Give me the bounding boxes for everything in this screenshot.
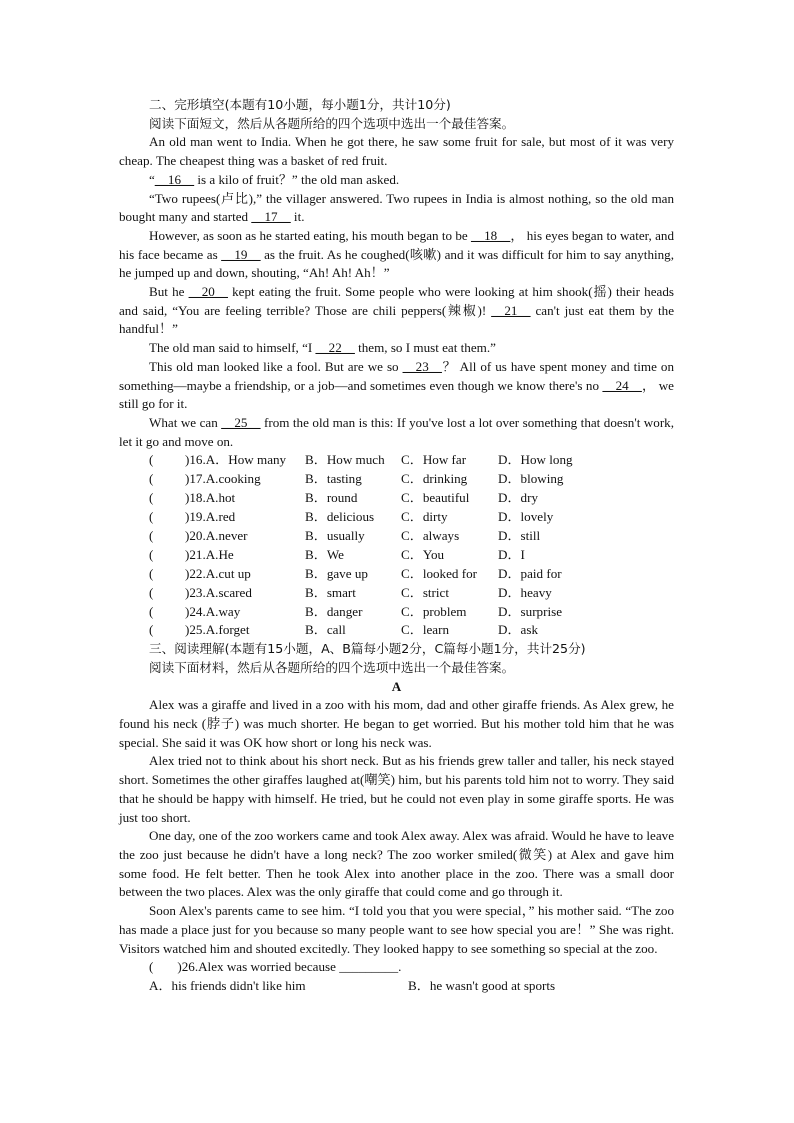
cloze-paragraph-8: What we can __25__ from the old man is this: If you've lost a lot over something that doesn't work, let it go and move on. [119, 414, 674, 449]
blank-18: __18__ [471, 227, 511, 243]
answer-paren[interactable]: ( [149, 603, 154, 619]
option-c: C．learn [401, 622, 449, 638]
option-c: C．How far [401, 452, 467, 468]
cloze-paragraph-4: However, as soon as he started eating, his mouth began to be __18__， his eyes began to water, and his face became as __19__ as the fruit. As he coughed(咳嗽) and it was difficult for him to say anything, he jumped up and down, shouting, “Ah! Ah! Ah！” [119, 227, 674, 281]
option-b: B．call [305, 622, 346, 638]
cloze-paragraph-2: “__16__ is a kilo of fruit？” the old man asked. [149, 171, 400, 187]
reading-paragraph-2: Alex tried not to think about his short neck. But as his friends grew taller and taller, his neck stayed short. Sometimes the other giraffes laughed at(嘲笑) him, but his parents told him not to worry. They said that he should be happy with himself. He tried, but he could not even play in some giraffe sports. He was just too short. [119, 753, 674, 825]
blank-23: __23__ [402, 358, 442, 374]
blank-25: __25__ [221, 414, 261, 430]
option-c: C．problem [401, 603, 467, 619]
answer-paren[interactable]: ( [149, 959, 154, 975]
option-d: D．still [498, 528, 541, 544]
option-d: D．heavy [498, 584, 552, 600]
reading-paragraph-4: Soon Alex's parents came to see him. “I told you that you were special，” his mother said. “The zoo has made a place just for you because so many people want to see how special you are！” She was right. Visitors watched him and shouted excitedly. They looked happy to see something so special at the zoo. [119, 903, 674, 956]
question-list [119, 451, 674, 640]
question-row: ( )24.A.way B．danger C．problem D．surprise [119, 602, 674, 621]
option-b: B．he wasn't good at sports [408, 977, 556, 993]
option-b: B．danger [305, 603, 363, 619]
option-b: B．How much [305, 452, 385, 468]
cloze-paragraph-3: “Two rupees(卢比),” the villager answered. Two rupees in India is almost nothing, so the old man bought many and started __17__ it. [119, 190, 674, 225]
option-c: C．looked for [401, 565, 478, 581]
blank-20: __20__ [188, 284, 228, 300]
option-b: B．delicious [305, 509, 375, 525]
option-c: C．strict [401, 584, 450, 600]
answer-paren[interactable]: ( [149, 509, 154, 525]
option-d: D．ask [498, 622, 539, 638]
cloze-paragraph-1: An old man went to India. When he got there, he saw some fruit for sale, but most of it was very cheap. The cheapest thing was a basket of red fruit. [119, 134, 674, 169]
option-d: D．blowing [498, 471, 564, 487]
option-d: D．lovely [498, 509, 554, 525]
cloze-paragraph-7: This old man looked like a fool. But are we so __23__？ All of us have spent money and time on something—maybe a friendship, or a job—and sometimes even though we know there's no __24__， we still go for it. [119, 358, 674, 412]
option-d: D．dry [498, 490, 539, 506]
question-row: ( )21.A.He B．We C．You D．I [119, 546, 674, 565]
question-26: ( )26.Alex was worried because _________. [149, 959, 402, 975]
question-row: ( )23.A.scared B．smart C．strict D．heavy [119, 584, 674, 603]
exam-page [119, 96, 674, 996]
blank-17: __17__ [251, 209, 291, 225]
passage-label: A [391, 678, 402, 694]
answer-paren[interactable]: ( [149, 528, 154, 544]
blank-16: __16__ [154, 171, 195, 187]
option-c: C．beautiful [401, 490, 470, 506]
question-row: ( )19.A.red B．delicious C．dirty D．lovely [119, 508, 674, 527]
answer-paren[interactable]: ( [149, 584, 154, 600]
section3-heading: 三、阅读理解(本题有15小题，A、B篇每小题2分，C篇每小题1分，共计25分) [149, 641, 586, 657]
section2-instruction: 阅读下面短文，然后从各题所给的四个选项中选出一个最佳答案。 [149, 115, 515, 131]
option-b: B．round [305, 490, 358, 506]
answer-paren[interactable]: ( [149, 490, 154, 506]
cloze-paragraph-5: But he __20__ kept eating the fruit. Some people who were looking at him shook(摇) their heads and said, “You are feeling terrible? Those are chili peppers(辣椒)! __21__ can't just eat them by the handful！” [119, 284, 675, 337]
option-b: B．usually [305, 528, 365, 544]
section2-heading: 二、完形填空(本题有10小题，每小题1分，共计10分) [149, 97, 451, 112]
question-row: ( )17.A.cooking B．tasting C．drinking D．blowing [119, 470, 674, 489]
blank-22: __22__ [315, 340, 355, 356]
option-b: B．gave up [305, 565, 368, 581]
question-row: ( )16.A．How many B．How much C．How far D．How long [119, 451, 674, 470]
reading-paragraph-1: Alex was a giraffe and lived in a zoo with his mom, dad and other giraffe friends. As Alex grew, he found his neck (脖子) was much shorter. He began to get worried. But his mother told him that he was special. She said it was OK how short or long his neck was. [119, 697, 674, 750]
question-row: ( )18.A.hot B．round C．beautiful D．dry [119, 489, 674, 508]
cloze-paragraph-6: The old man said to himself, “I __22__ them, so I must eat them.” [149, 340, 496, 356]
option-b: B．tasting [305, 471, 362, 487]
option-b: B．We [305, 546, 344, 562]
question-row: ( )22.A.cut up B．gave up C．looked for D．paid for [119, 565, 674, 584]
option-c: C．drinking [401, 471, 468, 487]
option-c: C．always [401, 528, 460, 544]
option-d: D．I [498, 546, 525, 562]
question-row: ( )20.A.never B．usually C．always D．still [119, 527, 674, 546]
question-row: ( )25.A.forget B．call C．learn D．ask [119, 621, 674, 640]
option-c: C．dirty [401, 509, 448, 525]
option-a: A．his friends didn't like him [149, 977, 306, 993]
answer-paren[interactable]: ( [149, 565, 154, 581]
option-d: D．surprise [498, 603, 563, 619]
answer-paren[interactable]: ( [149, 471, 154, 487]
answer-paren[interactable]: ( [149, 622, 154, 638]
question-26-options [119, 977, 674, 996]
reading-paragraph-3: One day, one of the zoo workers came and took Alex away. Alex was afraid. Would he have to leave the zoo just because he didn't have a long neck? The zoo worker smiled(微笑) at Alex and gave him some food. He felt better. Then he took Alex into another place in the zoo. There was a small door between the two places. Alex was the only giraffe that could come and go through it. [119, 828, 674, 900]
option-d: D．paid for [498, 565, 562, 581]
blank-19: __19__ [221, 246, 261, 262]
blank-21: __21__ [491, 302, 531, 318]
option-c: C．You [401, 546, 445, 562]
option-d: D．How long [498, 452, 573, 468]
blank-24: __24__ [602, 377, 642, 393]
answer-paren[interactable]: ( [149, 452, 154, 468]
answer-paren[interactable]: ( [149, 546, 154, 562]
answer-blank: _________ [339, 959, 399, 975]
option-b: B．smart [305, 584, 356, 600]
section3-instruction: 阅读下面材料，然后从各题所给的四个选项中选出一个最佳答案。 [149, 659, 515, 675]
